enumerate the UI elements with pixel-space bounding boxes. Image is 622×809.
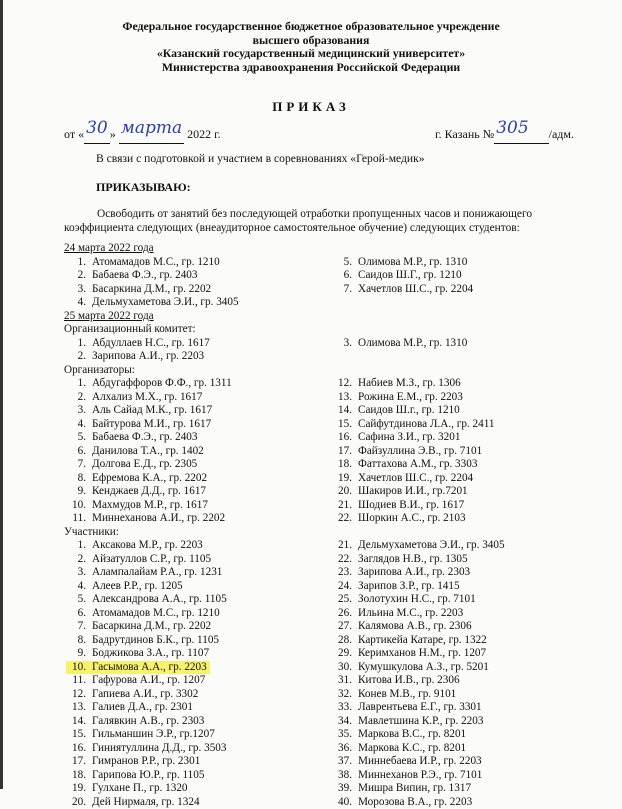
- list-item-number: 21.: [332, 499, 352, 513]
- list-item: [66, 580, 183, 594]
- list-item: [332, 404, 460, 418]
- list-item: [332, 269, 462, 283]
- list-item-name: Александрова А.А., гр. 1105: [92, 593, 227, 605]
- list-item-number: 7.: [66, 620, 86, 634]
- list-item-name: Гимранов Р.Р., гр. 2301: [92, 755, 200, 767]
- list-item-number: 1.: [66, 539, 86, 553]
- list-item: [66, 769, 204, 783]
- list-item-number: 3.: [66, 283, 86, 297]
- list-item-name: Шодиев В.И., гр. 1617: [358, 499, 464, 511]
- list-item-number: 5.: [66, 593, 86, 607]
- list-item: [66, 728, 215, 742]
- list-item: [66, 634, 219, 648]
- list-item-name: Бадрутдинов Б.К., гр. 1105: [92, 634, 219, 646]
- list-item-name: Гильманшин Э.Р., гр.1207: [92, 728, 215, 740]
- list-item-number: 35.: [332, 728, 352, 742]
- list-item-name: Гасымова А.А., гр. 2203: [92, 661, 207, 673]
- list-item-number: 4.: [66, 418, 86, 432]
- list-item: [66, 350, 204, 364]
- list-item-number: 24.: [332, 580, 352, 594]
- list-item-number: 2.: [66, 350, 86, 364]
- list-item-name: Миннебаева И.Р., гр. 2203: [358, 755, 482, 767]
- list-item: [66, 391, 202, 405]
- list-item: [66, 269, 197, 283]
- list-item-name: Олимова М.Р., гр. 1310: [358, 256, 467, 268]
- organizers-label: Организаторы:: [64, 364, 135, 378]
- list-item: [332, 431, 460, 445]
- list-item-name: Шакиров И.И., гр.7201: [358, 485, 468, 497]
- list-item-number: 19.: [66, 782, 86, 796]
- list-item: [66, 647, 209, 661]
- list-item-number: 3.: [66, 566, 86, 580]
- list-item-number: 18.: [66, 769, 86, 783]
- list-item-name: Конев М.В., гр. 9101: [358, 688, 456, 700]
- list-item: [66, 539, 203, 553]
- list-item: [66, 661, 210, 675]
- list-item-number: 14.: [66, 715, 86, 729]
- list-item-number: 6.: [66, 607, 86, 621]
- list-item-number: 25.: [332, 593, 352, 607]
- list-item-name: Алампалайам Р.А., гр. 1231: [92, 566, 222, 578]
- list-item-number: 2.: [66, 553, 86, 567]
- list-item: [66, 566, 222, 580]
- list-item: [66, 485, 206, 499]
- list-item-name: Маркова К.С., гр. 8201: [358, 742, 466, 754]
- list-item: [332, 377, 461, 391]
- list-item-name: Гиниятуллина Д.Д., гр. 3503: [92, 742, 227, 754]
- list-item-name: Ильина М.С., гр. 2203: [358, 607, 463, 619]
- context-paragraph: В связи с подготовкой и участием в соревнованиях «Герой-медик»: [96, 152, 425, 165]
- list-item-number: 10.: [66, 499, 86, 513]
- list-item: [66, 742, 227, 756]
- list-item-name: Боджикова З.А., гр. 1107: [92, 647, 209, 659]
- list-item-number: 7.: [66, 458, 86, 472]
- list-item: [332, 580, 460, 594]
- list-item-name: Галиев Д.А., гр. 2301: [92, 701, 193, 713]
- list-item: [66, 701, 193, 715]
- handwritten-day: 30: [84, 118, 110, 138]
- list-item: [332, 485, 468, 499]
- list-item-number: 8.: [66, 472, 86, 486]
- list-item-number: 30.: [332, 661, 352, 675]
- list-item-name: Керимханов Н.М., гр. 1207: [358, 647, 486, 659]
- list-item-number: 22.: [332, 512, 352, 526]
- list-item-number: 16.: [66, 742, 86, 756]
- list-item-name: Калямова А.В., гр. 2306: [358, 620, 472, 632]
- list-item-number: 40.: [332, 796, 352, 809]
- list-item: [332, 512, 466, 526]
- list-item: [332, 418, 494, 432]
- list-item: [66, 607, 220, 621]
- list-item-number: 39.: [332, 782, 352, 796]
- list-item-name: Айзатуллов С.Р., гр. 1105: [92, 553, 211, 565]
- list-item: [66, 296, 239, 310]
- list-item-name: Хачетлов Ш.С., гр. 2204: [358, 472, 473, 484]
- list-item: [66, 445, 204, 459]
- list-item-number: 12.: [66, 688, 86, 702]
- list-item-number: 17.: [332, 445, 352, 459]
- date-line: [64, 123, 574, 143]
- list-item-name: Сафина З.И., гр. 3201: [358, 431, 460, 443]
- list-item-number: 8.: [66, 634, 86, 648]
- list-item-number: 14.: [332, 404, 352, 418]
- list-item: [66, 620, 211, 634]
- list-item: [66, 688, 198, 702]
- list-item: [332, 661, 489, 675]
- list-item-number: 34.: [332, 715, 352, 729]
- list-item-name: Абдуллаев Н.С., гр. 1617: [92, 337, 210, 349]
- list-item-number: 3.: [66, 404, 86, 418]
- list-item: [332, 283, 473, 297]
- list-item-name: Данилова Т.А., гр. 1402: [92, 445, 204, 457]
- list-item: [66, 337, 210, 351]
- list-item-number: 2.: [66, 391, 86, 405]
- list-item: [332, 337, 467, 351]
- list-item-name: Галявкин А.В., гр. 2303: [92, 715, 204, 727]
- list-item: [66, 256, 220, 270]
- list-item-number: 23.: [332, 566, 352, 580]
- header-line-3: «Казанский государственный медицинский университет»: [0, 47, 622, 61]
- list-item-number: 6.: [332, 269, 352, 283]
- list-item-name: Дельмухаметова Э.И., гр. 3405: [358, 539, 505, 551]
- list-item-name: Атомамадов М.С., гр. 1210: [92, 256, 220, 268]
- list-item-name: Атомамадов М.С., гр. 1210: [92, 607, 220, 619]
- list-item-name: Миннеханов Р.Э., гр. 7101: [358, 769, 482, 781]
- list-item-name: Зарипова А.И., гр. 2203: [92, 350, 204, 362]
- list-item-number: 6.: [66, 445, 86, 459]
- list-item-name: Кенджаев Д.Д., гр. 1617: [92, 485, 206, 497]
- list-item-number: 9.: [66, 485, 86, 499]
- list-item: [332, 769, 482, 783]
- header-line-2: высшего образования: [0, 34, 622, 48]
- order-number: [435, 123, 574, 144]
- list-item: [332, 728, 466, 742]
- list-item-name: Долгова Е.Д., гр. 2305: [92, 458, 197, 470]
- date-year: 2022 г.: [187, 127, 221, 141]
- list-item-name: Файзуллина Э.В., гр. 7101: [358, 445, 482, 457]
- list-item-name: Хачетлов Ш.С., гр. 2204: [358, 283, 473, 295]
- list-item: [332, 755, 482, 769]
- list-item-number: 15.: [332, 418, 352, 432]
- list-item-name: Зарипова А.И., гр. 2303: [358, 566, 470, 578]
- handwritten-month: марта: [119, 118, 184, 138]
- list-item: [66, 674, 205, 688]
- date-prefix: от «: [64, 127, 84, 141]
- list-item: [66, 431, 197, 445]
- list-item: [332, 256, 467, 270]
- list-item-number: 15.: [66, 728, 86, 742]
- list-item: [66, 283, 211, 297]
- list-item: [66, 512, 225, 526]
- list-item-name: Бабаева Ф.Э., гр. 2403: [92, 269, 197, 281]
- list-item: [332, 391, 463, 405]
- list-item: [332, 620, 472, 634]
- list-item-name: Заглядов Н.В., гр. 1305: [358, 553, 468, 565]
- list-item-number: 31.: [332, 674, 352, 688]
- participants-label: Участники:: [64, 526, 119, 540]
- list-item-number: 1.: [66, 337, 86, 351]
- list-item-name: Сайфутдинова Л.А., гр. 2411: [358, 418, 494, 430]
- list-item-number: 28.: [332, 634, 352, 648]
- list-item-number: 38.: [332, 769, 352, 783]
- list-item: [332, 593, 476, 607]
- list-item: [332, 742, 466, 756]
- document-title: ПРИКАЗ: [0, 99, 622, 115]
- list-item-name: Басаркина Д.М., гр. 2202: [92, 283, 211, 295]
- list-item-name: Картикейа Катаре, гр. 1322: [358, 634, 487, 646]
- handwritten-number: 305: [494, 118, 530, 138]
- list-item-name: Золотухин Н.С., гр. 7101: [358, 593, 476, 605]
- list-item-number: 11.: [66, 674, 86, 688]
- list-item-number: 10.: [66, 661, 86, 675]
- list-item-name: Гарипова Ю.Р., гр. 1105: [92, 769, 204, 781]
- list-item-name: Лаврентьева Е.Г., гр. 3301: [358, 701, 482, 713]
- list-item-number: 19.: [332, 472, 352, 486]
- list-item-name: Мавлетшина К.Р., гр. 2203: [358, 715, 483, 727]
- list-item-name: Маркова В.С., гр. 8201: [358, 728, 466, 740]
- list-item-number: 13.: [332, 391, 352, 405]
- list-item: [332, 566, 470, 580]
- list-item: [332, 472, 473, 486]
- list-item: [66, 418, 211, 432]
- list-item-number: 13.: [66, 701, 86, 715]
- list-item-name: Саидов Ш.г., гр. 1210: [358, 404, 460, 416]
- list-item-name: Зарипов З.Р., гр. 1415: [358, 580, 460, 592]
- list-item: [332, 701, 482, 715]
- list-item: [66, 796, 200, 809]
- list-item-name: Дей Нирмаля, гр. 1324: [92, 796, 200, 808]
- list-item-name: Морозова В.А., гр. 2203: [358, 796, 472, 808]
- committee-label: Организационный комитет:: [64, 323, 196, 337]
- list-item-number: 11.: [66, 512, 86, 526]
- list-item-number: 3.: [332, 337, 352, 351]
- list-item: [332, 458, 477, 472]
- list-item-number: 1.: [66, 256, 86, 270]
- list-item: [332, 688, 456, 702]
- list-item-name: Миннеханова А.И., гр. 2202: [92, 512, 225, 524]
- date-heading-25-march: 25 марта 2022 года: [64, 310, 154, 324]
- list-item-name: Алхализ М.Х., гр. 1617: [92, 391, 202, 403]
- list-item: [332, 647, 486, 661]
- header-line-4: Министерства здравоохранения Российской Федерации: [0, 61, 622, 75]
- list-item-name: Гафурова А.И., гр. 1207: [92, 674, 205, 686]
- list-item: [66, 458, 197, 472]
- list-item-number: 37.: [332, 755, 352, 769]
- list-item: [66, 404, 212, 418]
- list-item-number: 33.: [332, 701, 352, 715]
- list-item: [332, 634, 487, 648]
- list-item-name: Абдугаффоров Ф.Ф., гр. 1311: [92, 377, 232, 389]
- list-item-number: 1.: [66, 377, 86, 391]
- city-number-label: г. Казань №: [435, 127, 494, 141]
- list-item: [332, 796, 472, 809]
- list-item-number: 4.: [66, 296, 86, 310]
- header-line-1: Федеральное государственное бюджетное образовательное учреждение: [0, 20, 622, 34]
- list-item: [332, 674, 460, 688]
- list-item-number: 26.: [332, 607, 352, 621]
- list-item: [332, 553, 468, 567]
- list-item: [66, 755, 200, 769]
- list-item-name: Басаркина Д.М., гр. 2202: [92, 620, 211, 632]
- list-item-name: Кумушкулова А.З., гр. 5201: [358, 661, 489, 673]
- list-item-number: 5.: [66, 431, 86, 445]
- list-item-number: 27.: [332, 620, 352, 634]
- list-item-name: Саидов Ш.Г., гр. 1210: [358, 269, 462, 281]
- list-item-number: 20.: [66, 796, 86, 809]
- list-item: [332, 539, 505, 553]
- list-item: [66, 715, 204, 729]
- list-item-name: Фаттахова А.М., гр. 3303: [358, 458, 477, 470]
- list-item-number: 20.: [332, 485, 352, 499]
- list-item-name: Бабаева Ф.Э., гр. 2403: [92, 431, 197, 443]
- list-item-number: 21.: [332, 539, 352, 553]
- list-item-number: 36.: [332, 742, 352, 756]
- list-item: [66, 553, 211, 567]
- list-item-name: Рожина Е.М., гр. 2203: [358, 391, 463, 403]
- list-item-name: Набиев М.З., гр. 1306: [358, 377, 461, 389]
- date-quote-close: »: [110, 127, 116, 141]
- list-item: [66, 499, 208, 513]
- list-item-name: Аксакова М.Р., гр. 2203: [92, 539, 203, 551]
- list-item-name: Гапиева А.И., гр. 3302: [92, 688, 198, 700]
- list-item-name: Дельмухаметова Э.И., гр. 3405: [92, 296, 239, 308]
- list-item-name: Китова И.В., гр. 2306: [358, 674, 460, 686]
- list-item-name: Ефремова К.А., гр. 2202: [92, 472, 207, 484]
- order-heading: ПРИКАЗЫВАЮ:: [96, 180, 191, 195]
- list-item-name: Мишра Випин, гр. 1317: [358, 782, 471, 794]
- list-item-number: 32.: [332, 688, 352, 702]
- list-item: [332, 499, 464, 513]
- list-item-number: 2.: [66, 269, 86, 283]
- list-item-number: 16.: [332, 431, 352, 445]
- list-item: [332, 607, 463, 621]
- list-item-number: 5.: [332, 256, 352, 270]
- order-date: [64, 123, 221, 144]
- list-item-name: Байтурова М.И., гр. 1617: [92, 418, 211, 430]
- list-item-number: 7.: [332, 283, 352, 297]
- list-item-name: Шоркин А.С., гр. 2103: [358, 512, 466, 524]
- intro-paragraph: Освободить от занятий без последующей отработки пропущенных часов и понижающего коэффициента следующих (внеаудиторное самостоятельное обучение) следующих студентов:: [64, 208, 579, 235]
- list-item-name: Махмудов М.Р., гр. 1617: [92, 499, 208, 511]
- list-item-number: 29.: [332, 647, 352, 661]
- list-item-number: 18.: [332, 458, 352, 472]
- list-item: [66, 472, 207, 486]
- list-item: [332, 445, 482, 459]
- number-suffix: /адм.: [549, 127, 574, 141]
- list-item-number: 22.: [332, 553, 352, 567]
- list-item-number: 9.: [66, 647, 86, 661]
- list-item-name: Гулхане П., гр. 1320: [92, 782, 188, 794]
- list-item-name: Алеев Р.Р., гр. 1205: [92, 580, 183, 592]
- date-heading-24-march: 24 марта 2022 года: [64, 242, 154, 256]
- page-edge: [0, 0, 3, 789]
- list-item: [66, 377, 232, 391]
- list-item: [332, 715, 483, 729]
- institution-header: [0, 20, 622, 74]
- list-item-number: 4.: [66, 580, 86, 594]
- list-item-number: 12.: [332, 377, 352, 391]
- list-item-name: Олимова М.Р., гр. 1310: [358, 337, 467, 349]
- list-item-name: Аль Сайад М.К., гр. 1617: [92, 404, 212, 416]
- list-item-number: 17.: [66, 755, 86, 769]
- list-item: [66, 593, 227, 607]
